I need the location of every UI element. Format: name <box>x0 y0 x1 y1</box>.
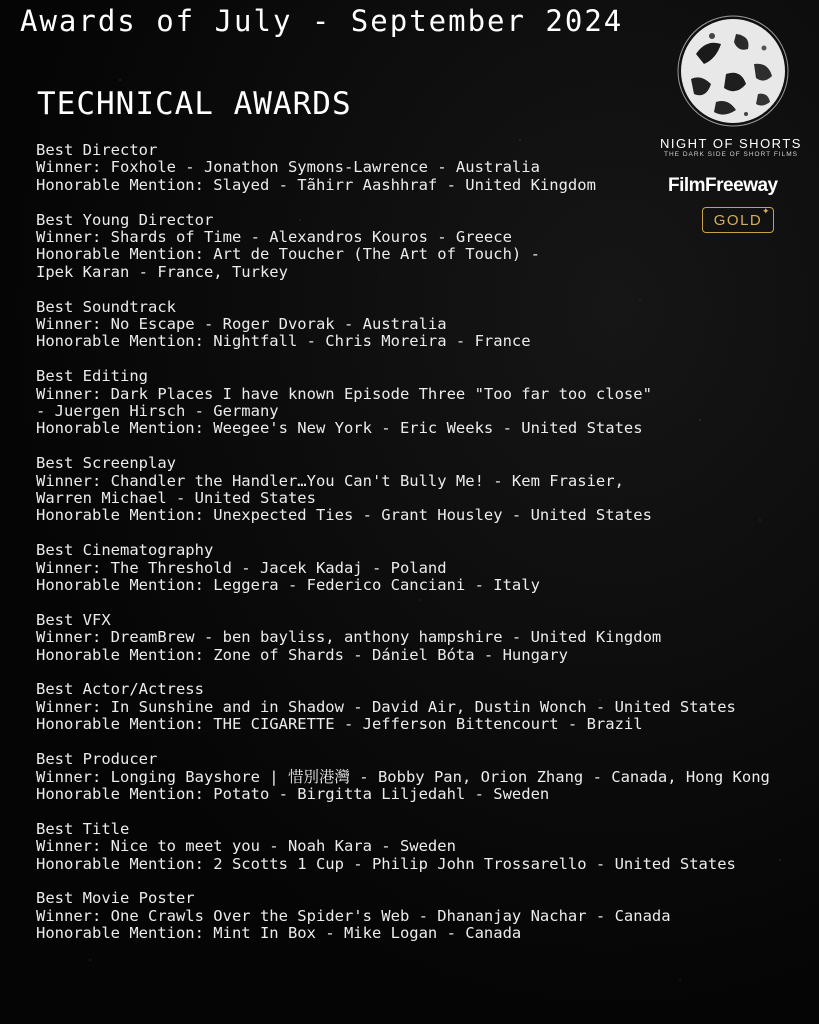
award-block <box>36 142 811 194</box>
award-honorable-mention: Honorable Mention: Weegee's New York - Eric Weeks - United States <box>36 419 643 438</box>
award-honorable-mention: Honorable Mention: Slayed - Tãhirr Aashhraf - United Kingdom <box>36 175 596 194</box>
award-winner: Winner: One Crawls Over the Spider's Web - Dhananjay Nachar - Canada <box>36 906 671 925</box>
page-header-title: Awards of July - September 2024 <box>20 4 624 38</box>
award-category: Best Cinematography <box>36 541 214 560</box>
award-winner: Winner: Longing Bayshore | 惜別港灣 - Bobby Pan, Orion Zhang - Canada, Hong Kong <box>36 767 770 786</box>
award-winner: Winner: Shards of Time - Alexandros Kouros - Greece <box>36 228 512 247</box>
award-winner: Winner: Chandler the Handler…You Can't Bully Me! - Kem Frasier, Warren Michael - United States <box>36 471 624 508</box>
award-block <box>36 455 811 525</box>
award-winner: Winner: Dark Places I have known Episode Three "Too far too close" - Juergen Hirsch - Germany <box>36 384 652 421</box>
award-honorable-mention: Honorable Mention: Unexpected Ties - Grant Housley - United States <box>36 506 652 525</box>
gold-badge-label: GOLD <box>713 211 763 229</box>
award-honorable-mention: Honorable Mention: Zone of Shards - Dániel Bóta - Hungary <box>36 645 568 664</box>
award-honorable-mention: Honorable Mention: Potato - Birgitta Liljedahl - Sweden <box>36 784 550 803</box>
award-winner: Winner: DreamBrew - ben bayliss, anthony hampshire - United Kingdom <box>36 628 662 647</box>
award-block <box>36 821 811 873</box>
award-winner: Winner: Nice to meet you - Noah Kara - Sweden <box>36 837 456 856</box>
moon-logo-icon <box>676 14 790 128</box>
award-block <box>36 212 811 282</box>
award-category: Best Title <box>36 819 130 838</box>
brand-tagline: THE DARK SIDE OF SHORT FILMS <box>664 151 798 158</box>
award-block <box>36 299 811 351</box>
award-honorable-mention: Honorable Mention: 2 Scotts 1 Cup - Philip John Trossarello - United States <box>36 854 736 873</box>
award-category: Best Soundtrack <box>36 297 176 316</box>
award-category: Best VFX <box>36 610 111 629</box>
award-block <box>36 542 811 594</box>
award-block <box>36 368 811 438</box>
award-category: Best Screenplay <box>36 454 176 473</box>
award-winner: Winner: Foxhole - Jonathon Symons-Lawrence - Australia <box>36 158 540 177</box>
award-honorable-mention: Honorable Mention: Art de Toucher (The Art of Touch) - Ipek Karan - France, Turkey <box>36 245 540 281</box>
award-winner: Winner: The Threshold - Jacek Kadaj - Poland <box>36 558 447 577</box>
award-honorable-mention: Honorable Mention: Leggera - Federico Canciani - Italy <box>36 576 540 595</box>
award-category: Best Producer <box>36 750 158 769</box>
section-title: TECHNICAL AWARDS <box>37 86 352 122</box>
awards-list <box>36 142 811 960</box>
award-category: Best Movie Poster <box>36 889 195 908</box>
award-block <box>36 681 811 733</box>
sparkle-icon: ✦ <box>761 206 771 216</box>
award-honorable-mention: Honorable Mention: THE CIGARETTE - Jefferson Bittencourt - Brazil <box>36 715 643 734</box>
award-block <box>36 751 811 803</box>
award-winner: Winner: In Sunshine and in Shadow - David Air, Dustin Wonch - United States <box>36 697 736 716</box>
award-category: Best Editing <box>36 367 148 386</box>
award-winner: Winner: No Escape - Roger Dvorak - Australia <box>36 315 447 334</box>
award-category: Best Actor/Actress <box>36 680 204 699</box>
award-honorable-mention: Honorable Mention: Mint In Box - Mike Logan - Canada <box>36 924 522 943</box>
award-category: Best Director <box>36 141 158 159</box>
award-block <box>36 890 811 942</box>
award-category: Best Young Director <box>36 210 214 229</box>
filmfreeway-logo-icon: FilmFreeway <box>668 175 778 196</box>
award-block <box>36 612 811 664</box>
brand-name: NIGHT OF SHORTS <box>660 136 802 151</box>
award-honorable-mention: Honorable Mention: Nightfall - Chris Moreira - France <box>36 332 531 351</box>
